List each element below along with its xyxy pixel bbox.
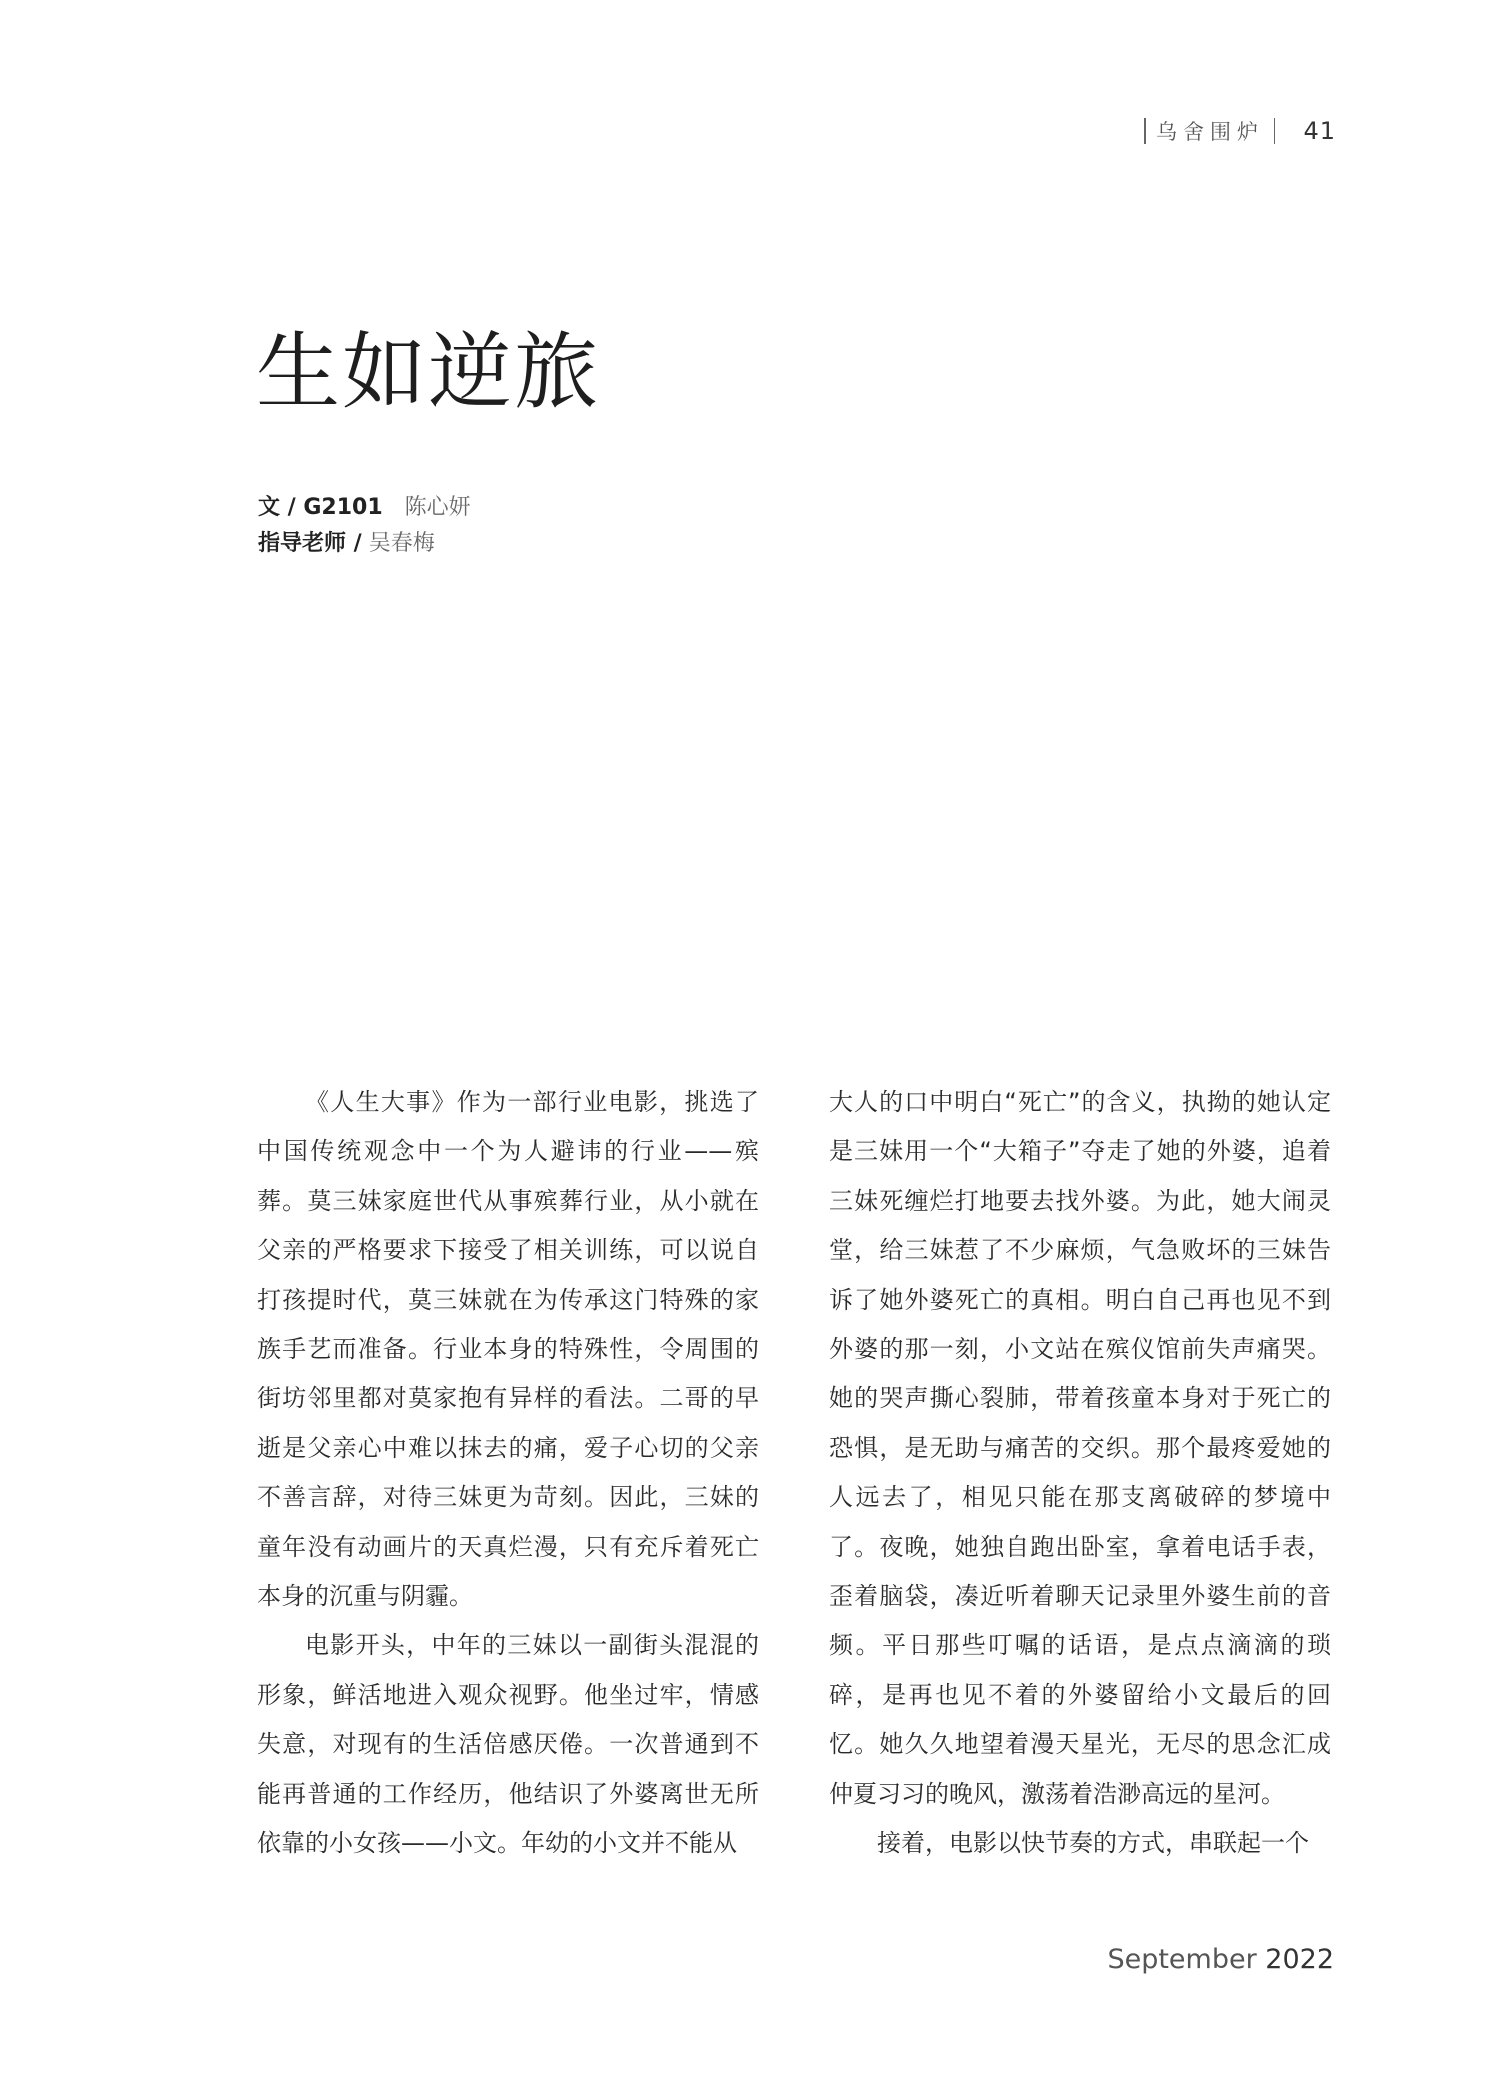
- paragraph: 接着，电影以快节奏的方式，串联起一个: [877, 1829, 1309, 1858]
- section-name: 乌舍围炉: [1155, 120, 1264, 144]
- paragraph-continued: 大人的口中明白“死亡”的含义，执拗的她认定是三妹用一个“大箱子”夺走了她的外婆，追着三妹死缠烂打地要去找外婆。为此，她大闹灵堂，给三妹惹了不少麻烦，气急败坏的三妹告诉了她外婆死亡的真相。明白自己再也见不到外婆的那一刻，小文站在殡仪馆前失声痛哭。她的哭声撕心裂肺，带着孩童本身对于死亡的恐惧，是无助与痛苦的交织。那个最疼爱她的人远去了，相见只能在那支离破碎的梦境中了。夜晚，她独自跑出卧室，拿着电话手表，歪着脑袋，凑近听着聊天记录里外婆生前的音频。平日那些叮嘱的话语，是点点滴滴的琐碎，是再也见不着的外婆留给小文最后的回忆。她久久地望着漫天星光，无尽的思念汇成仲夏习习的晚风，激荡着浩渺高远的星河。: [829, 1088, 1331, 1808]
- issue-date: [1107, 1944, 1334, 1975]
- advisor-name: 吴春梅: [368, 531, 435, 556]
- byline: [258, 490, 471, 562]
- paragraph: 《人生大事》作为一部行业电影，挑选了中国传统观念中一个为人避讳的行业——殡葬。莫三妹家庭世代从事殡葬行业，从小就在父亲的严格要求下接受了相关训练，可以说自打孩提时代，莫三妹就在为传承这门特殊的家族手艺而准备。行业本身的特殊性，令周围的街坊邻里都对莫家抱有异样的看法。二哥的早逝是父亲心中难以抹去的痛，爱子心切的父亲不善言辞，对待三妹更为苛刻。因此，三妹的童年没有动画片的天真烂漫，只有充斥着死亡本身的沉重与阴霾。: [257, 1088, 759, 1611]
- paragraph: 电影开头，中年的三妹以一副街头混混的形象，鲜活地进入观众视野。他坐过牢，情感失意，对现有的生活倍感厌倦。一次普通到不能再普通的工作经历，他结识了外婆离世无所依靠的小女孩——小文。年幼的小文并不能从: [257, 1631, 759, 1858]
- running-header: [1134, 116, 1336, 146]
- author-name: 陈心妍: [404, 495, 471, 520]
- advisor-row: [258, 526, 471, 562]
- advisor-label: 指导老师 /: [258, 531, 362, 556]
- author-row: [258, 490, 471, 526]
- article-title: 生如逆旅: [256, 323, 601, 421]
- header-divider-right: [1274, 118, 1276, 144]
- issue-year: 2022: [1265, 1944, 1334, 1975]
- header-divider-left: [1144, 118, 1146, 144]
- body-column-right: [829, 1078, 1331, 1869]
- author-label: 文 / G2101: [258, 495, 383, 520]
- body-column-left: [257, 1078, 759, 1869]
- page-number: 41: [1303, 117, 1336, 145]
- issue-month: September: [1107, 1944, 1257, 1975]
